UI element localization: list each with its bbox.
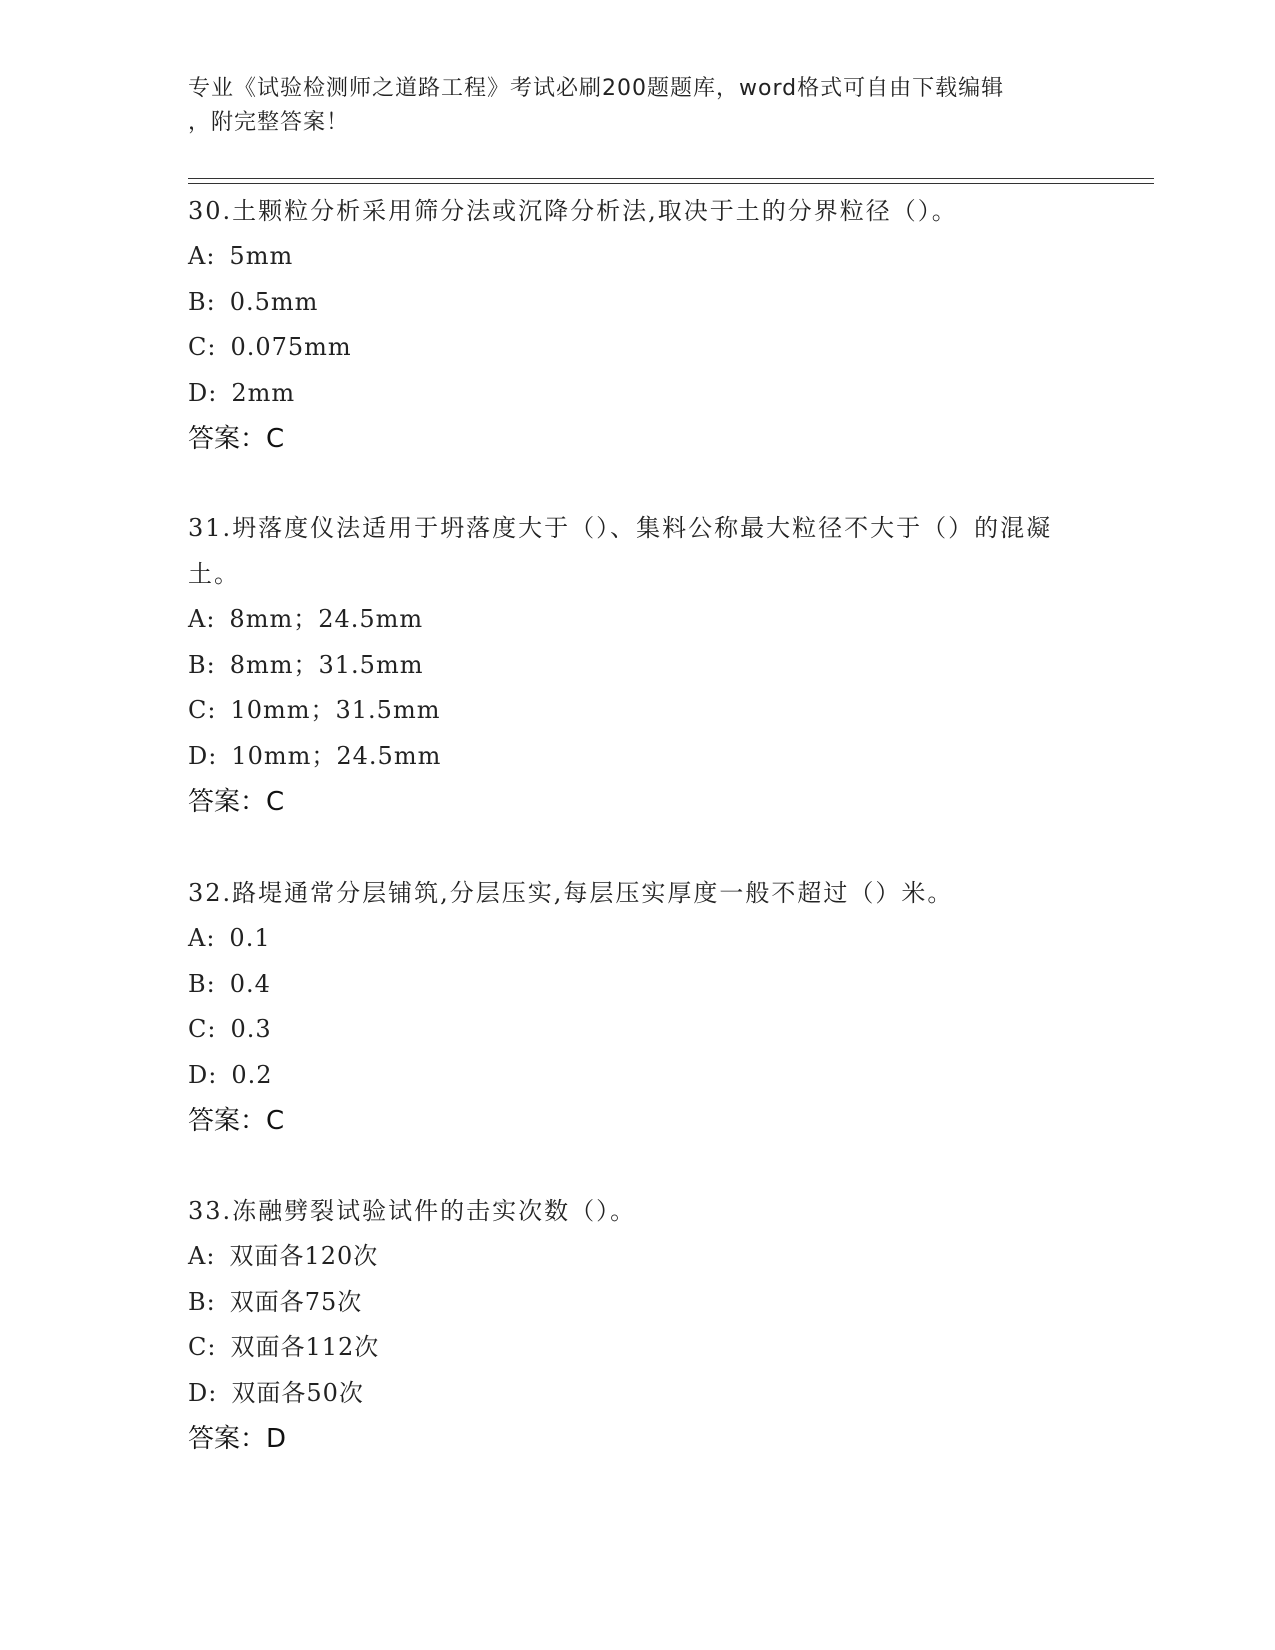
- option-letter: B:: [188, 287, 216, 316]
- option-d: [188, 734, 1088, 780]
- option-a: [188, 916, 1088, 962]
- answer-line: 答案：D: [188, 1424, 287, 1454]
- option-b: [188, 1280, 1088, 1326]
- header-line-1: 专业《试验检测师之道路工程》考试必刷200题题库，word格式可自由下载编辑: [188, 76, 1005, 101]
- question-text: 33.冻融劈裂试验试件的击实次数（）。: [188, 1197, 637, 1225]
- option-a: [188, 597, 1088, 643]
- option-value: 10mm；24.5mm: [231, 741, 442, 770]
- option-d: [188, 371, 1088, 417]
- option-letter: A:: [188, 924, 216, 952]
- option-a: [188, 1234, 1088, 1280]
- option-letter: D:: [188, 1060, 218, 1089]
- option-letter: A:: [188, 605, 216, 633]
- option-value: 0.5mm: [229, 287, 319, 316]
- option-d: [188, 1053, 1088, 1099]
- question-31: [188, 505, 1088, 825]
- option-c: [188, 1325, 1088, 1371]
- option-value: 10mm；31.5mm: [230, 696, 441, 724]
- option-value: 2mm: [231, 378, 296, 407]
- option-value: 双面各50次: [231, 1378, 364, 1407]
- option-letter: A:: [188, 242, 216, 270]
- option-value: 0.3: [230, 1015, 272, 1043]
- option-a: [188, 234, 1088, 280]
- option-letter: C:: [188, 333, 217, 361]
- option-value: 0.075mm: [230, 333, 352, 361]
- option-b: [188, 280, 1088, 326]
- option-letter: D:: [188, 1378, 218, 1407]
- question-33: [188, 1188, 1088, 1462]
- option-value: 0.2: [231, 1060, 273, 1089]
- option-b: [188, 643, 1088, 689]
- header-rule-top: [188, 178, 1154, 179]
- option-c: [188, 1007, 1088, 1053]
- option-value: 双面各120次: [229, 1242, 379, 1270]
- option-value: 双面各112次: [230, 1333, 380, 1361]
- answer-line: 答案：C: [188, 1106, 285, 1136]
- option-letter: B:: [188, 1287, 216, 1316]
- option-letter: C:: [188, 1015, 217, 1043]
- document-header: [188, 72, 1068, 140]
- option-letter: A:: [188, 1242, 216, 1270]
- question-text: 32.路堤通常分层铺筑,分层压实,每层压实厚度一般不超过（）米。: [188, 879, 954, 907]
- option-letter: D:: [188, 378, 218, 407]
- question-text: 31.坍落度仪法适用于坍落度大于（）、集料公称最大粒径不大于（）的混凝土。: [188, 514, 1053, 588]
- answer-line: 答案：C: [188, 424, 285, 454]
- option-b: [188, 962, 1088, 1008]
- answer-line: 答案：C: [188, 787, 285, 817]
- question-32: [188, 870, 1088, 1144]
- option-value: 5mm: [229, 242, 294, 270]
- option-d: [188, 1371, 1088, 1417]
- header-rule-bottom: [188, 183, 1154, 184]
- option-value: 0.4: [229, 969, 271, 998]
- option-letter: B:: [188, 969, 216, 998]
- option-letter: D:: [188, 741, 218, 770]
- option-value: 8mm；24.5mm: [229, 605, 424, 633]
- option-c: [188, 688, 1088, 734]
- option-letter: B:: [188, 650, 216, 679]
- question-text: 30.土颗粒分析采用筛分法或沉降分析法,取决于土的分界粒径（）。: [188, 197, 958, 225]
- option-value: 双面各75次: [229, 1287, 363, 1316]
- option-letter: C:: [188, 696, 217, 724]
- option-letter: C:: [188, 1333, 217, 1361]
- option-value: 8mm；31.5mm: [229, 650, 424, 679]
- option-value: 0.1: [229, 924, 271, 952]
- option-c: [188, 325, 1088, 371]
- header-line-2: ，附完整答案！: [188, 110, 350, 135]
- question-30: [188, 188, 1088, 462]
